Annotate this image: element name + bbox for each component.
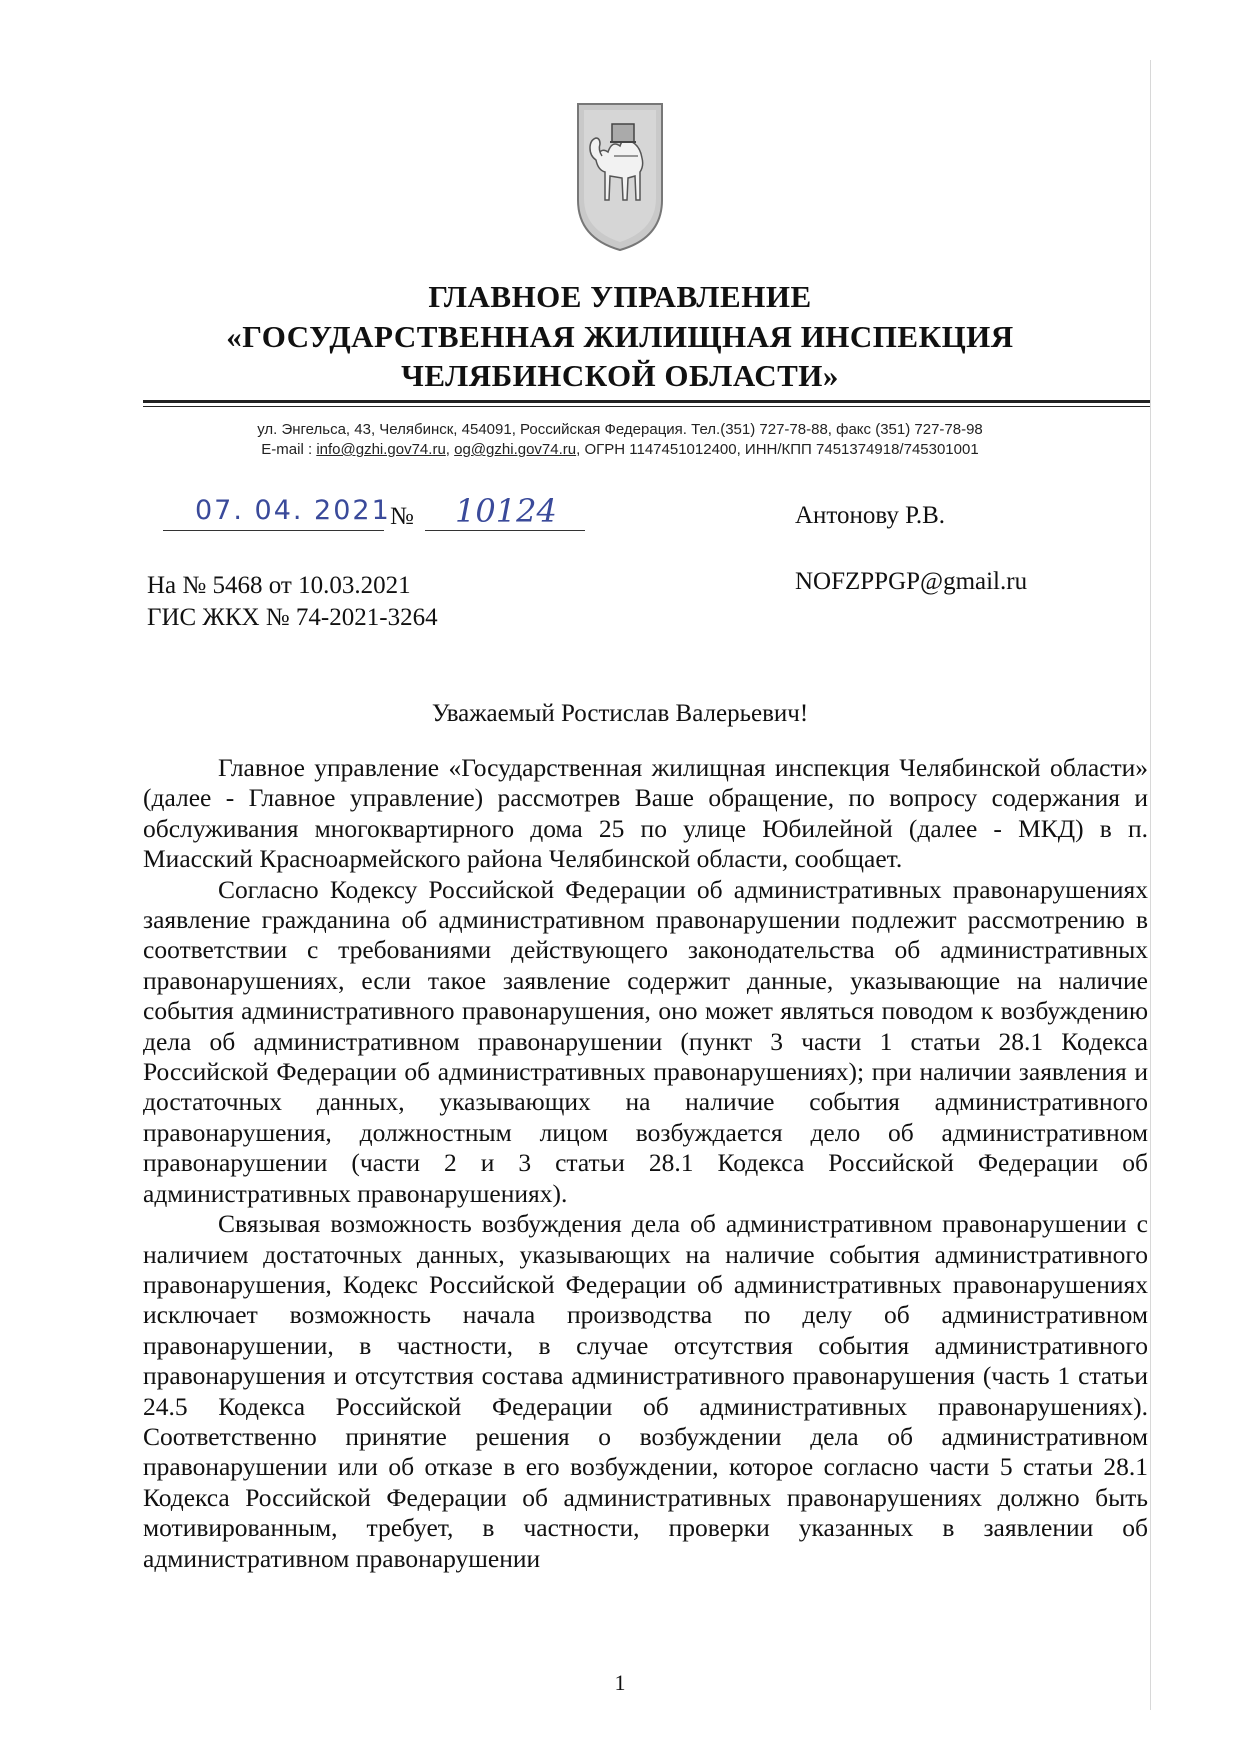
- date-underline: [163, 530, 384, 531]
- org-title-line-3: ЧЕЛЯБИНСКОЙ ОБЛАСТИ»: [401, 358, 839, 393]
- paragraph-3: Связывая возможность возбуждения дела об административном правонарушении с наличием достаточных данных, указывающих на наличие события административного правонарушения, Кодекс Российской Федерации об административных правонарушениях исключает возможность начала производства по делу об административном правонарушении, в частности, в случае отсутствия события административного правонарушения и отсутствия состава административного правонарушения (часть 1 статьи 24.5 Кодекса Российской Федерации об административных правонарушениях). Соответственно принятие решения о возбуждении дела об административном правонарушении или об отказе в его возбуждении, которое согласно части 5 статьи 28.1 Кодекса Российской Федерации об административных правонарушениях должно быть мотивированным, требует, в частности, проверки указанных в заявлении об административном правонарушении: [143, 1209, 1148, 1573]
- recipient-name: Антонову Р.В.: [795, 502, 946, 529]
- gis-reference: ГИС ЖКХ № 74-2021-3264: [147, 604, 438, 631]
- org-email-link-1[interactable]: info@gzhi.gov74.ru: [316, 441, 446, 458]
- outgoing-date: 07. 04. 2021: [195, 495, 391, 526]
- org-contacts: [160, 440, 1080, 459]
- org-email-link-2[interactable]: og@gzhi.gov74.ru: [454, 441, 577, 458]
- letter-body: [143, 753, 1148, 1574]
- paragraph-2: Согласно Кодексу Российской Федерации об административных правонарушениях заявление гражданина об административном правонарушении подлежит рассмотрению в соответствии с требованиями действующего законодательства об административных правонарушениях, если такое заявление содержит данные, указывающие на наличие события административного правонарушения, оно может являться поводом к возбуждению дела об административном правонарушении (пункт 3 части 1 статьи 28.1 Кодекса Российской Федерации об административных правонарушениях); при наличии заявления и достаточных данных, указывающих на наличие события административного правонарушения, должностным лицом возбуждается дело об административном правонарушении (части 2 и 3 статьи 28.1 Кодекса Российской Федерации об административных правонарушениях).: [143, 874, 1148, 1208]
- scan-edge-line: [1150, 60, 1151, 1710]
- outgoing-number: 10124: [455, 492, 557, 530]
- header-divider-thick: [143, 400, 1150, 403]
- reference-number: На № 5468 от 10.03.2021: [147, 572, 411, 599]
- org-title-line-2: «ГОСУДАРСТВЕННАЯ ЖИЛИЩНАЯ ИНСПЕКЦИЯ: [226, 319, 1014, 354]
- number-underline: [425, 530, 585, 531]
- recipient-email: NOFZPPGP@gmail.ru: [795, 568, 1028, 595]
- org-title-line-1: ГЛАВНОЕ УПРАВЛЕНИЕ: [428, 279, 812, 314]
- number-sign: №: [390, 503, 414, 530]
- greeting: Уважаемый Ростислав Валерьевич!: [431, 700, 809, 727]
- email-label: E-mail :: [261, 441, 317, 458]
- paragraph-1: Главное управление «Государственная жилищная инспекция Челябинской области» (далее - Главное управление) рассмотрев Ваше обращение, по вопросу содержания и обслуживания многоквартирного дома 25 по улице Юбилейной (далее - МКД) в п. Миасский Красноармейского района Челябинской области, сообщает.: [143, 753, 1148, 874]
- page-number: 1: [614, 1670, 626, 1695]
- org-registration-ids: , ОГРН 1147451012400, ИНН/КПП 7451374918/745301001: [576, 441, 979, 458]
- coat-of-arms-icon: [574, 100, 666, 252]
- email-separator: ,: [445, 441, 455, 458]
- header-divider-thin: [143, 406, 1150, 407]
- org-address: ул. Энгельса, 43, Челябинск, 454091, Российская Федерация. Тел.(351) 727-78-88, факс (351) 727-78-98: [257, 421, 983, 438]
